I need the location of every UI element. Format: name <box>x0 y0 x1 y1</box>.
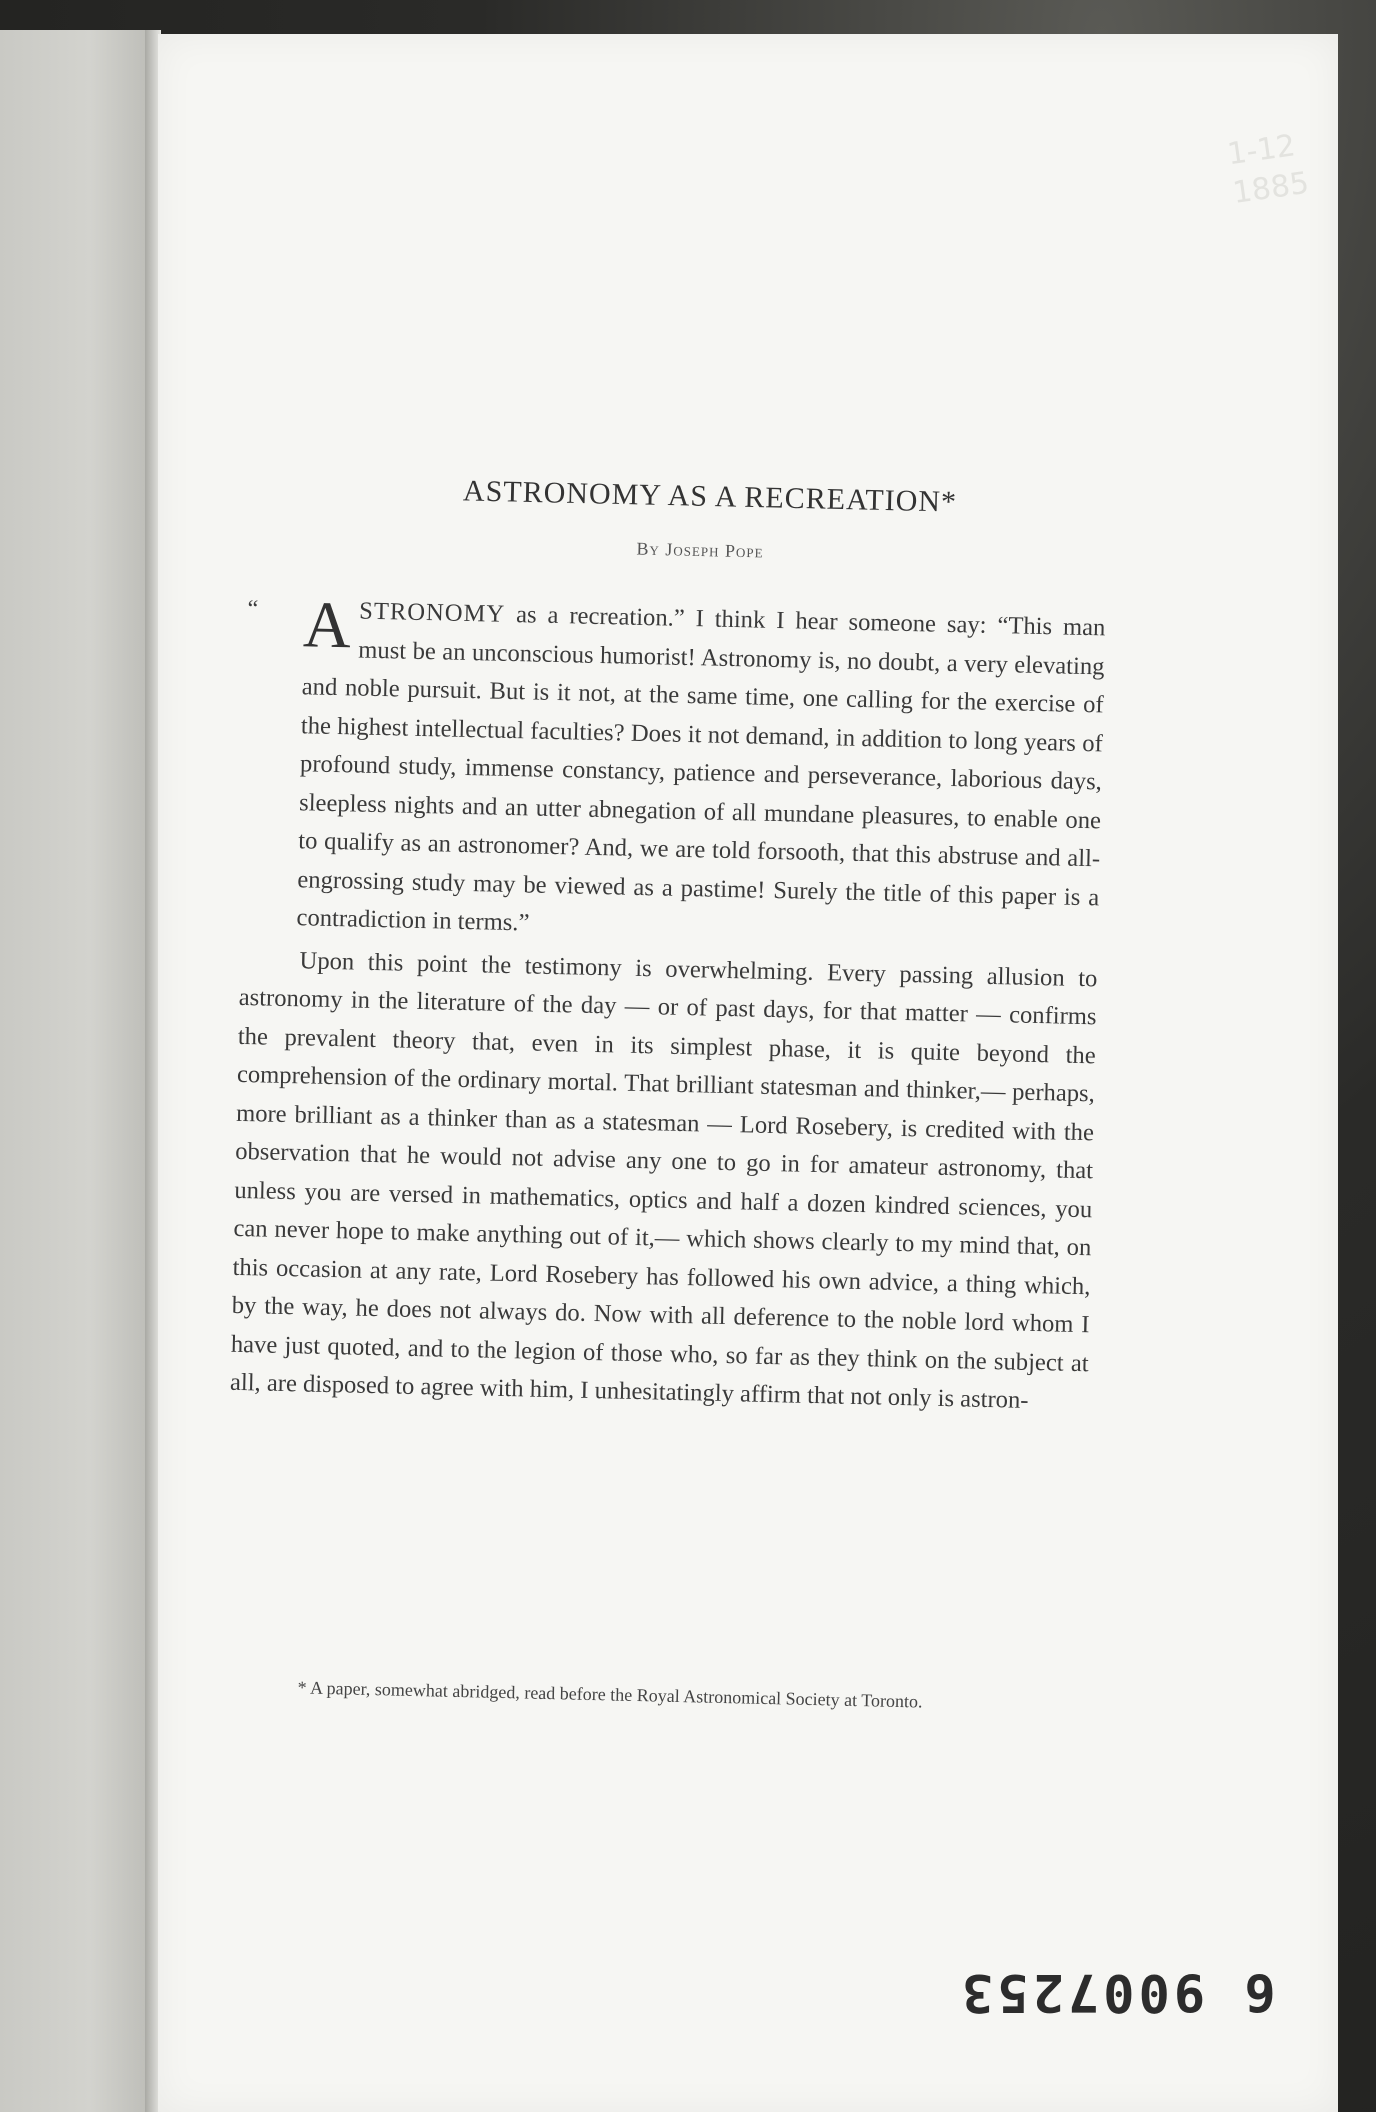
library-stamp: 6 9007253 <box>958 1962 1276 2022</box>
drop-cap-letter: A <box>302 588 352 663</box>
footnote-marker: * <box>297 1677 311 1698</box>
paragraph-1 <box>240 590 1106 956</box>
article-title: ASTRONOMY AS A RECREATION* <box>462 474 958 519</box>
paragraph-2: Upon this point the testimony is overwhelming. Every passing allusion to astronomy in the literature of the day — or of past days, for that matter — confirms the prevalent theory that, even in its simplest phase, it is quite beyond the comprehension of the ordinary mortal. That brilliant statesman and thinker,— perhaps, more brilliant as a thinker than as a statesman — Lord Rosebery, is credited with the observation that he would not advise any one to go in for amateur astronomy, that unless you are versed in mathematics, optics and half a dozen kindred sciences, you can never hope to make anything out of it,— which shows clearly to my mind that, on this occasion at any rate, Lord Rosebery has followed his own advice, a thing which, by the way, he does not always do. Now with all deference to the noble lord whom I have just quoted, and to the legion of those who, so far as they think on the subject at all, are disposed to agree with him, I unhesitatingly affirm that not only is astron- <box>229 946 1098 1414</box>
article-body <box>230 590 1106 1422</box>
paragraph-1-text: as a recreation.” I think I hear someone say: “This man must be an unconscious humorist! Astronomy is, no doubt, a very elevating and noble pursuit. But is it not, at the same time, one calling for the exercise of the highest intellectual faculties? Does it not demand, in addition to long years of profound study, immense constancy, patience and perseverance, laborious days, sleepless nights and an utter abnegation of all mundane pleasures, to enable one to qualify as an astronomer? And, we are told forsooth, that this abstruse and all-engrossing study may be viewed as a pastime! Surely the title of this paper is a contradiction in terms.” <box>296 600 1106 937</box>
opening-quote-mark: “ <box>247 595 259 623</box>
pencil-annotation <box>1225 125 1311 213</box>
lead-in-caps: STRONOMY <box>358 597 506 628</box>
pencil-annotation-line-2: 1885 <box>1230 165 1312 211</box>
facing-page-edge <box>0 30 153 2112</box>
footnote-text: A paper, somewhat abridged, read before the Royal Astronomical Society at Toronto. <box>309 1677 923 1712</box>
pencil-annotation-line-1: 1-12 <box>1225 128 1298 173</box>
article-byline: By Joseph Pope <box>636 538 764 562</box>
